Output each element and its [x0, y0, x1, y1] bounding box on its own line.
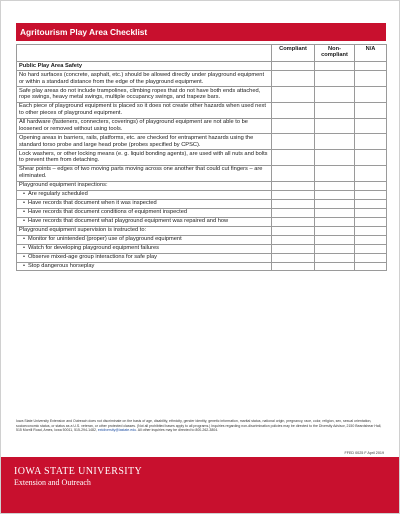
- statement-text: Iowa State University Extension and Outreach does not discriminate on the basis of age, disability, ethnicity, gender identity, genetic information, marital status, national origin, pregnancy, race, color, religion, sex, sexual orientation, socioeconomic status, or status as a U.S. veteran, or other protected classes. (Not all prohibited bases apply to all programs.) Inquiries regarding non-discrimination policies may be directed to the Diversity Advisor, 2150 Beardshear Hall, 515 Morrill Road, Ames, Iowa 50011, 515-294-1482,: [16, 419, 382, 433]
- check-cell[interactable]: [315, 199, 355, 208]
- row-text: • Monitor for unintended (proper) use of playground equipment: [17, 235, 272, 244]
- check-cell[interactable]: [315, 62, 355, 71]
- check-cell[interactable]: [272, 262, 315, 271]
- check-cell[interactable]: [315, 71, 355, 87]
- row-text: All hardware (fasteners, connecters, coverings) of playground equipment are not able to be loosened or removed without using tools.: [17, 118, 272, 134]
- check-cell[interactable]: [272, 217, 315, 226]
- table-row: [17, 226, 387, 235]
- table-row: [17, 118, 387, 134]
- university-logo: [14, 466, 142, 488]
- check-cell[interactable]: [272, 190, 315, 199]
- check-cell[interactable]: [315, 262, 355, 271]
- table-row: [17, 199, 387, 208]
- check-cell[interactable]: [272, 165, 315, 181]
- check-cell[interactable]: [315, 208, 355, 217]
- check-cell[interactable]: [355, 118, 387, 134]
- header-na: N/A: [355, 45, 387, 62]
- row-text: • Have records that document conditions of equipment inspected: [17, 208, 272, 217]
- check-cell[interactable]: [315, 235, 355, 244]
- check-cell[interactable]: [355, 244, 387, 253]
- check-cell[interactable]: [272, 118, 315, 134]
- check-cell[interactable]: [355, 217, 387, 226]
- check-cell[interactable]: [272, 199, 315, 208]
- check-cell[interactable]: [355, 134, 387, 150]
- row-text: Safe play areas do not include trampolines, climbing ropes that do not have both ends attached, rope swings, heavy metal swings, multiple occupancy swings, and trapeze bars.: [17, 86, 272, 102]
- check-cell[interactable]: [272, 181, 315, 190]
- row-text: Shear points – edges of two moving parts moving across one another that could cut fingers – are eliminated.: [17, 165, 272, 181]
- check-cell[interactable]: [315, 244, 355, 253]
- row-text: • Are regularly scheduled: [17, 190, 272, 199]
- form-code: FFED 0025 F April 2019: [344, 451, 384, 455]
- check-cell[interactable]: [355, 71, 387, 87]
- row-text: No hard surfaces (concrete, asphalt, etc.) should be allowed directly under playground equipment or within a standard distance from the edge of the playground equipment.: [17, 71, 272, 87]
- row-text: Playground equipment supervision is instructed to:: [17, 226, 272, 235]
- header-row: [17, 45, 387, 62]
- table-row: [17, 102, 387, 118]
- check-cell[interactable]: [315, 134, 355, 150]
- check-cell[interactable]: [355, 62, 387, 71]
- check-cell[interactable]: [272, 208, 315, 217]
- check-cell[interactable]: [355, 86, 387, 102]
- row-text: • Observe mixed-age group interactions for safe play: [17, 253, 272, 262]
- row-text: Lock washers, or other locking means (e. g. liquid bonding agents), are used with all nuts and bolts to prevent them from detaching.: [17, 150, 272, 166]
- table-row: [17, 262, 387, 271]
- table-row: [17, 150, 387, 166]
- header-non-compliant: [315, 45, 355, 62]
- check-cell[interactable]: [272, 226, 315, 235]
- table-row: [17, 86, 387, 102]
- check-cell[interactable]: [272, 62, 315, 71]
- check-cell[interactable]: [355, 208, 387, 217]
- check-cell[interactable]: [315, 226, 355, 235]
- check-cell[interactable]: [272, 71, 315, 87]
- row-text: • Have records that document what playground equipment was repaired and how: [17, 217, 272, 226]
- check-cell[interactable]: [355, 190, 387, 199]
- checklist-table: [16, 44, 387, 271]
- table-row: [17, 134, 387, 150]
- row-text: Opening areas in barriers, rails, platforms, etc. are checked for entrapment hazards using the standard torso probe and large head probe (probes specified by CPSC).: [17, 134, 272, 150]
- check-cell[interactable]: [315, 102, 355, 118]
- logo-extension: Extension and Outreach: [14, 478, 91, 487]
- table-row: [17, 190, 387, 199]
- check-cell[interactable]: [315, 118, 355, 134]
- header-compliant: Compliant: [272, 45, 315, 62]
- check-cell[interactable]: [355, 262, 387, 271]
- header-item: [17, 45, 272, 62]
- table-row: [17, 181, 387, 190]
- row-text: • Have records that document when it was inspected: [17, 199, 272, 208]
- row-text: Playground equipment inspections:: [17, 181, 272, 190]
- table-row: [17, 253, 387, 262]
- check-cell[interactable]: [355, 226, 387, 235]
- section-title: Public Play Area Safety: [17, 62, 272, 71]
- row-text: • Stop dangerous horseplay: [17, 262, 272, 271]
- header-non-compliant-label: Non-compliant: [321, 45, 348, 59]
- table-row: [17, 208, 387, 217]
- check-cell[interactable]: [315, 86, 355, 102]
- section-row: [17, 62, 387, 71]
- table-row: [17, 217, 387, 226]
- diversity-email-link[interactable]: extdiversity@iastate.edu: [97, 428, 137, 433]
- check-cell[interactable]: [315, 165, 355, 181]
- check-cell[interactable]: [355, 235, 387, 244]
- table-row: [17, 244, 387, 253]
- check-cell[interactable]: [272, 86, 315, 102]
- check-cell[interactable]: [355, 199, 387, 208]
- table-row: [17, 165, 387, 181]
- table-row: [17, 235, 387, 244]
- row-text: Each piece of playground equipment is placed so it does not create other hazards when used next to other pieces of playground equipment.: [17, 102, 272, 118]
- nondiscrimination-statement: [16, 419, 386, 433]
- check-cell[interactable]: [272, 253, 315, 262]
- check-cell[interactable]: [272, 150, 315, 166]
- check-cell[interactable]: [355, 102, 387, 118]
- statement-end: . All other inquiries may be directed to 800-262-3804.: [136, 428, 219, 433]
- row-text: • Watch for developing playground equipment failures: [17, 244, 272, 253]
- check-cell[interactable]: [315, 190, 355, 199]
- check-cell[interactable]: [355, 150, 387, 166]
- check-cell[interactable]: [315, 150, 355, 166]
- check-cell[interactable]: [315, 253, 355, 262]
- check-cell[interactable]: [355, 253, 387, 262]
- check-cell[interactable]: [315, 217, 355, 226]
- check-cell[interactable]: [355, 181, 387, 190]
- check-cell[interactable]: [272, 235, 315, 244]
- check-cell[interactable]: [355, 165, 387, 181]
- checklist-title: Agritourism Play Area Checklist: [16, 23, 386, 41]
- table-row: [17, 71, 387, 87]
- logo-university: IOWA STATE UNIVERSITY: [14, 466, 143, 477]
- check-cell[interactable]: [272, 134, 315, 150]
- check-cell[interactable]: [272, 244, 315, 253]
- check-cell[interactable]: [272, 102, 315, 118]
- check-cell[interactable]: [315, 181, 355, 190]
